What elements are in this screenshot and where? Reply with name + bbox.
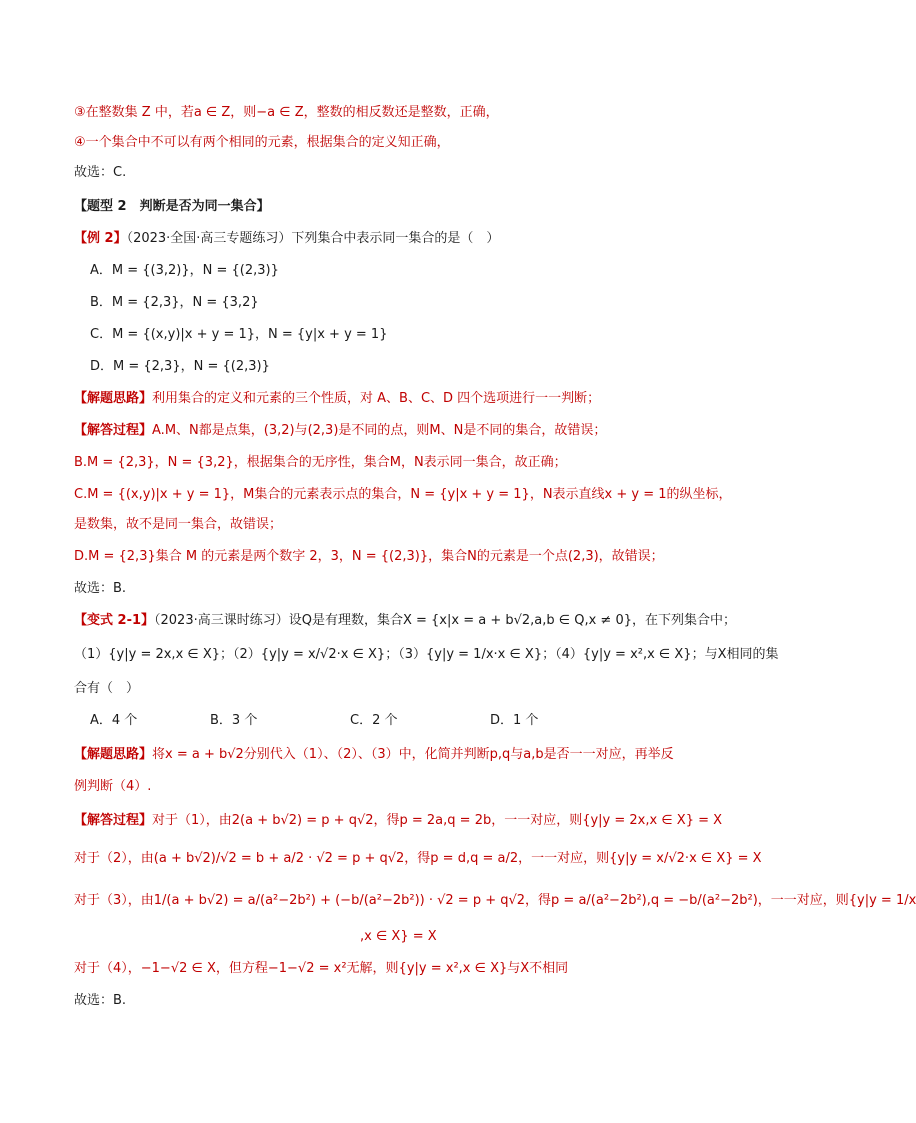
variant-process-text: 对于（1），由2(a + b√2) = p + q√2，得p = 2a,q = 2b，一一对应，则{y|y = 2x,x ∈ X} = X: [152, 813, 723, 828]
variant-idea-tag: 【解题思路】: [74, 747, 153, 762]
option-d: D．M = {2,3}，N = {(2,3)}: [90, 359, 270, 374]
choice-row: [90, 711, 750, 731]
choice-a: A．4 个: [90, 713, 138, 728]
example-tag: 【例 2】: [74, 231, 127, 246]
solution-b: B.M = {2,3}，N = {3,2}，根据集合的无序性，集合M，N表示同一集合，故正确；: [74, 455, 567, 470]
answer-choice: 故选：B.: [74, 581, 127, 596]
variant-sets-cont: 合有（ ）: [74, 681, 140, 696]
variant-solution-process: [74, 811, 734, 831]
example-text: （2023·全国·高三专题练习）下列集合中表示同一集合的是（ ）: [126, 231, 500, 246]
option-c: C．M = {(x,y)|x + y = 1}，N = {y|x + y = 1}: [90, 327, 388, 342]
variant-case-3: 对于（3），由1/(a + b√2) = a/(a²−2b²) + (−b/(a²−2b²)) · √2 = p + q√2，得p = a/(a²−2b²),q = −b/(a²−2b²)，一一对应，则{y|y = 1/x: [74, 893, 916, 908]
answer-choice: 故选：C.: [74, 165, 127, 180]
variant-process-tag: 【解答过程】: [74, 813, 153, 828]
choice-c: C．2 个: [350, 713, 398, 728]
variant-case-3-cont: ,x ∈ X} = X: [360, 929, 437, 944]
solution-d: D.M = {2,3}集合 M 的元素是两个数字 2，3，N = {(2,3)}，集合N的元素是一个点(2,3)，故错误；: [74, 549, 664, 564]
variant-idea-text: 将x = a + b√2分别代入（1）、（2）、（3）中，化简并判断p,q与a,b是否一一对应，再举反: [152, 747, 674, 762]
solution-idea-text: 利用集合的定义和元素的三个性质，对 A、B、C、D 四个选项进行一一判断；: [152, 391, 601, 406]
solution-c: C.M = {(x,y)|x + y = 1}，M集合的元素表示点的集合，N = {y|x + y = 1}，N表示直线x + y = 1的纵坐标，: [74, 487, 732, 502]
variant-case-2: 对于（2），由(a + b√2)/√2 = b + a/2 · √2 = p + q√2，得p = d,q = a/2，一一对应，则{y|y = x/√2·x ∈ X} = X: [74, 851, 762, 866]
variant-question: [74, 611, 734, 631]
option-a: A．M = {(3,2)}，N = {(2,3)}: [90, 263, 279, 278]
variant-solution-idea: [74, 745, 734, 765]
solution-item-4: ④一个集合中不可以有两个相同的元素，根据集合的定义知正确，: [74, 135, 450, 150]
option-b: B．M = {2,3}，N = {3,2}: [90, 295, 259, 310]
answer-choice: 故选：B.: [74, 993, 127, 1008]
variant-case-4: 对于（4），−1−√2 ∈ X，但方程−1−√2 = x²无解，则{y|y = x²,x ∈ X}与X不相同: [74, 961, 569, 976]
section-heading: 【题型 2 判断是否为同一集合】: [74, 199, 270, 214]
solution-process-text: A.M、N都是点集，(3,2)与(2,3)是不同的点，则M、N是不同的集合，故错误；: [152, 423, 607, 438]
choice-b: B．3 个: [210, 713, 258, 728]
solution-process-tag: 【解答过程】: [74, 423, 153, 438]
variant-text: （2023·高三课时练习）设Q是有理数，集合X = {x|x = a + b√2,a,b ∈ Q,x ≠ 0}，在下列集合中；: [154, 613, 736, 628]
solution-process: [74, 421, 734, 441]
solution-item-3: ③在整数集 Z 中，若a ∈ Z，则−a ∈ Z，整数的相反数还是整数，正确，: [74, 105, 499, 120]
variant-idea-cont: 例判断（4）.: [74, 779, 152, 794]
solution-idea: [74, 389, 734, 409]
solution-c-cont: 是数集，故不是同一集合，故错误；: [74, 517, 283, 532]
variant-tag: 【变式 2-1】: [74, 613, 155, 628]
example-question: [74, 229, 734, 249]
solution-idea-tag: 【解题思路】: [74, 391, 153, 406]
variant-sets: （1）{y|y = 2x,x ∈ X}；（2）{y|y = x/√2·x ∈ X}；（3）{y|y = 1/x·x ∈ X}；（4）{y|y = x²,x ∈ X}；与X相同的集: [74, 647, 779, 662]
choice-d: D．1 个: [490, 713, 539, 728]
